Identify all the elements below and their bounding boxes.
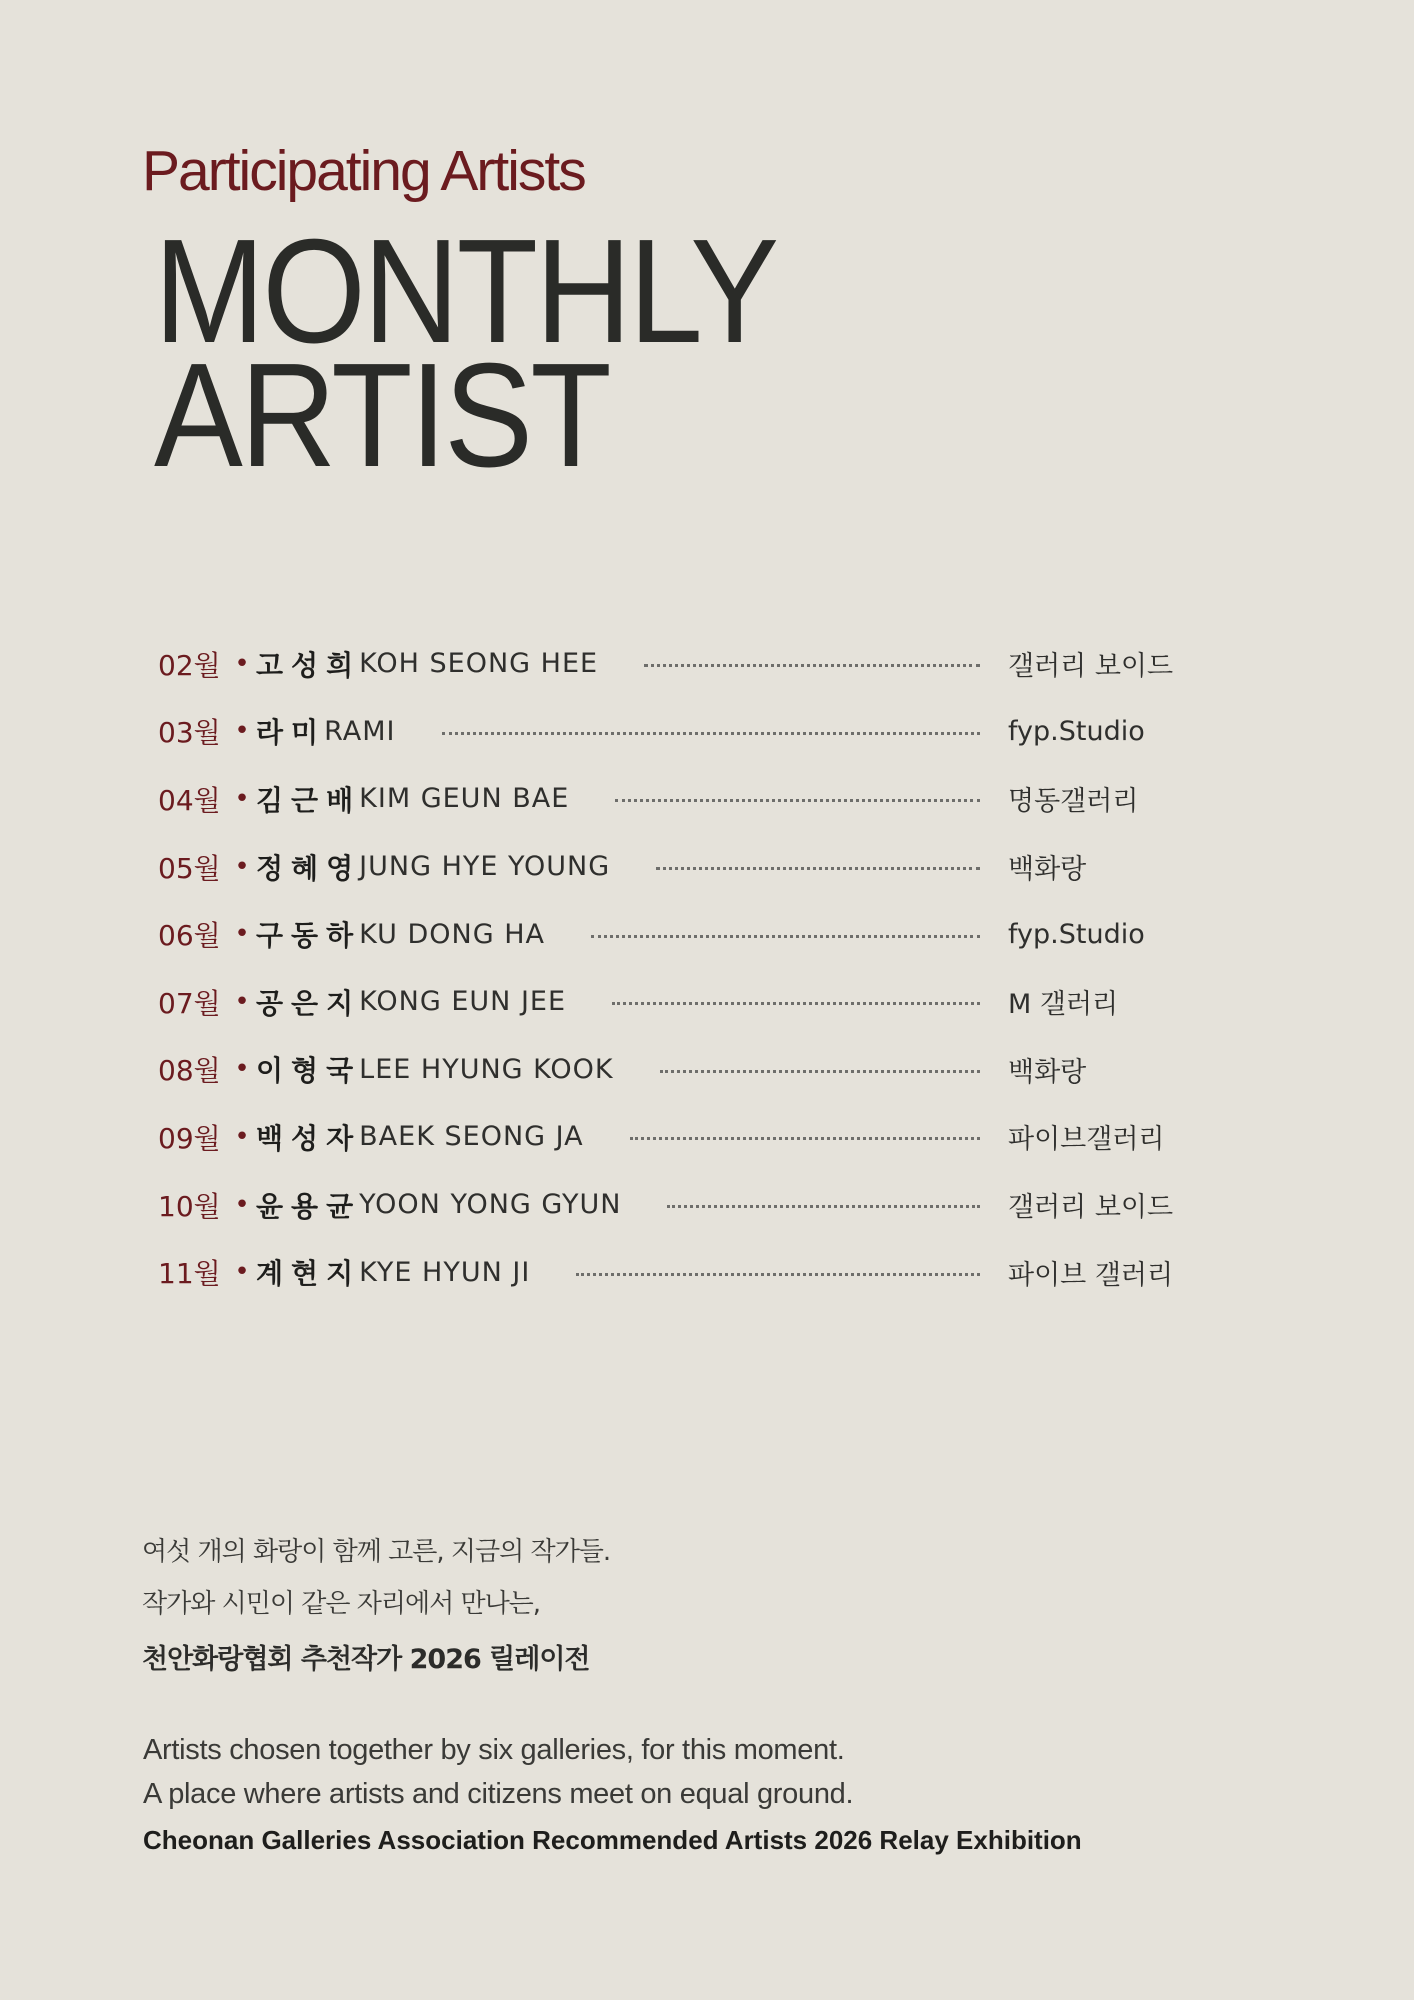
artist-row [158,1103,1188,1171]
artist-month: 02월 [158,648,221,682]
title-line-2: ARTIST [154,333,610,498]
artist-name-ko: 윤용균 [256,1189,362,1223]
artist-row [158,900,1188,968]
separator-dot: • [234,1257,250,1288]
artist-month: 04월 [158,783,221,817]
separator-dot: • [234,783,250,814]
korean-description-line: 여섯 개의 화랑이 함께 고른, 지금의 작가들. [142,1537,611,1567]
separator-dot: • [234,716,250,747]
artist-month: 10월 [158,1189,221,1223]
artist-name-en: LEE HYUNG KOOK [359,1053,614,1085]
artist-row [158,630,1188,698]
artist-row [158,968,1188,1036]
artist-gallery: 명동갤러리 [1008,786,1139,818]
english-description-line: Artists chosen together by six galleries, for this moment. [143,1734,845,1766]
artist-gallery: 갤러리 보이드 [1008,651,1174,683]
dotted-leader [630,1137,980,1140]
artist-row [158,765,1188,833]
artist-row [158,1036,1188,1104]
artist-month: 07월 [158,986,221,1020]
dotted-leader [660,1070,980,1073]
dotted-leader [656,867,980,870]
artist-gallery: 파이브 갤러리 [1008,1259,1174,1291]
artist-gallery: fyp.Studio [1008,715,1145,747]
dotted-leader [615,799,980,802]
artist-row [158,833,1188,901]
artist-name-en: YOON YONG GYUN [359,1189,622,1221]
artist-gallery: fyp.Studio [1008,918,1145,950]
korean-description-line: 작가와 시민이 같은 자리에서 만나는, [142,1589,541,1619]
artist-name-ko: 공은지 [256,986,362,1020]
artist-name-en: JUNG HYE YOUNG [359,851,611,883]
separator-dot: • [234,1189,250,1220]
korean-description [142,1532,1042,1680]
section-kicker: Participating Artists [142,139,585,203]
page-title [154,209,846,498]
artist-name-en: KIM GEUN BAE [359,783,570,815]
english-description-line: A place where artists and citizens meet on equal ground. [143,1778,854,1810]
separator-dot: • [234,1121,250,1152]
artist-list [158,630,1188,1306]
separator-dot: • [234,986,250,1017]
artist-name-en: BAEK SEONG JA [359,1121,584,1153]
artist-row [158,1238,1188,1306]
artist-month: 06월 [158,919,221,953]
artist-gallery: 갤러리 보이드 [1008,1192,1174,1224]
separator-dot: • [234,851,250,882]
artist-name-en: KU DONG HA [359,918,545,950]
artist-gallery: 백화랑 [1008,1056,1087,1088]
artist-name-en: KOH SEONG HEE [359,648,599,680]
artist-gallery: 백화랑 [1008,854,1087,886]
dotted-leader [576,1273,980,1276]
dotted-leader [612,1002,980,1005]
title-line-1: MONTHLY [154,209,777,374]
artist-gallery: M 갤러리 [1008,989,1119,1021]
separator-dot: • [234,919,250,950]
artist-name-ko: 이형국 [256,1054,362,1088]
korean-exhibition-title: 천안화랑협회 추천작가 2026 릴레이전 [142,1644,590,1675]
artist-name-ko: 정혜영 [256,851,362,885]
artist-name-ko: 고성희 [256,648,362,682]
separator-dot: • [234,648,250,679]
artist-month: 08월 [158,1054,221,1088]
artist-row [158,1171,1188,1239]
artist-name-en: KONG EUN JEE [359,986,567,1018]
artist-name-ko: 김근배 [256,783,362,817]
artist-month: 03월 [158,716,221,750]
artist-name-en: KYE HYUN JI [359,1256,531,1288]
artist-month: 05월 [158,851,221,885]
artist-name-ko: 구동하 [256,919,362,953]
artist-row [158,698,1188,766]
english-exhibition-title: Cheonan Galleries Association Recommended Artists 2026 Relay Exhibition [143,1825,1082,1855]
artist-name-ko: 백성자 [256,1121,362,1155]
dotted-leader [442,732,980,735]
dotted-leader [591,935,980,938]
dotted-leader [667,1205,980,1208]
separator-dot: • [234,1054,250,1085]
artist-month: 11월 [158,1257,221,1291]
artist-gallery: 파이브갤러리 [1008,1124,1165,1156]
artist-month: 09월 [158,1121,221,1155]
dotted-leader [644,664,980,667]
artist-name-ko: 계현지 [256,1257,362,1291]
artist-name-ko: 라미 [256,716,327,750]
artist-name-en: RAMI [324,715,396,747]
english-description [143,1728,1263,1862]
